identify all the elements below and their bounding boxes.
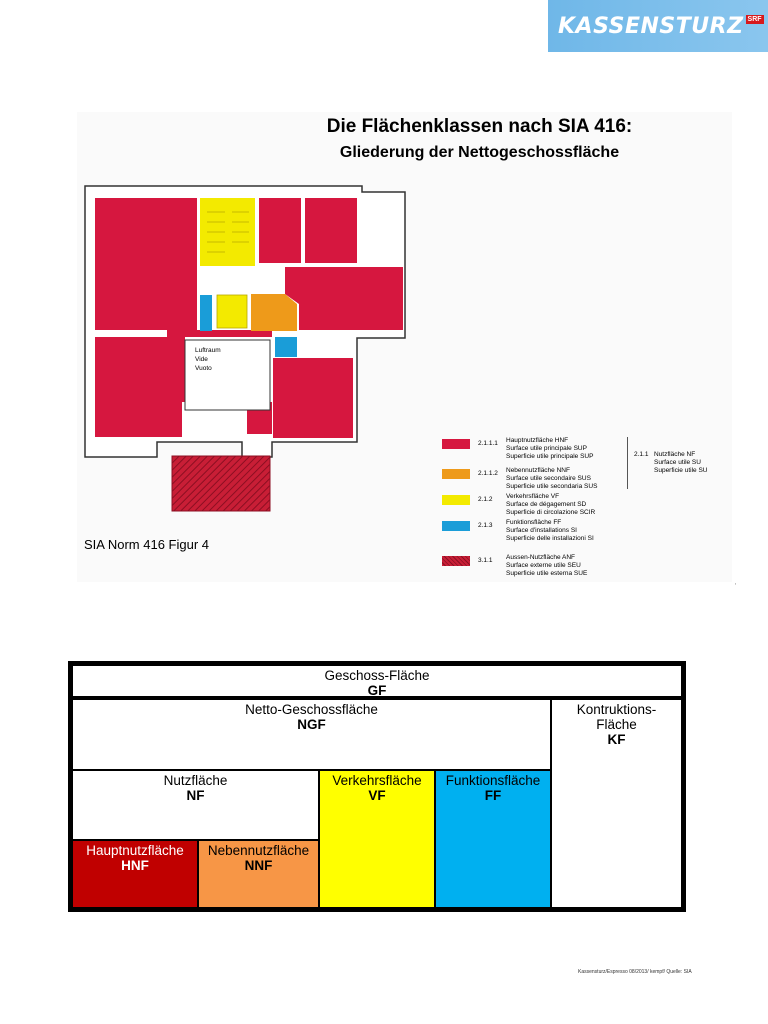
legend-swatch-anf	[442, 556, 470, 566]
source-note: Kassensturz/Espresso 08/2013/ kempf/ Quelle: SIA	[578, 969, 692, 975]
legend-group-label: Nutzfläche NF	[654, 451, 696, 458]
figure-caption: SIA Norm 416 Figur 4	[84, 537, 209, 552]
legend-code: 2.1.1.1	[478, 440, 498, 447]
ff-name: Funktionsfläche	[445, 773, 541, 788]
logo-text: KASSENSTURZ	[558, 13, 744, 39]
floor-plan	[77, 112, 437, 532]
legend-item-nnf	[442, 467, 597, 491]
room-hnf	[259, 198, 301, 263]
logo-badge: SRF	[747, 15, 762, 23]
box-hnf	[71, 839, 199, 909]
legend-label: Surface externe utile SEU	[506, 562, 581, 569]
sia-figure	[77, 112, 732, 582]
legend-group-label: Superficie utile SU	[654, 467, 708, 474]
legend-code: 2.1.3	[478, 522, 493, 529]
nnf-abbr: NNF	[244, 858, 273, 873]
legend-label: Surface utile principale SUP	[506, 445, 587, 452]
room-nnf	[251, 294, 297, 331]
void-label-2: Vide	[195, 356, 208, 363]
ff-abbr: FF	[484, 788, 502, 803]
legend-group-code: 2.1.1	[634, 451, 649, 458]
legend-label: Hauptnutzfläche HNF	[506, 437, 569, 444]
room-hnf	[273, 358, 353, 438]
area-diagram	[68, 661, 686, 912]
room-vf	[217, 295, 247, 328]
legend-group-label: Surface utile SU	[654, 459, 701, 466]
kf-abbr: KF	[607, 732, 626, 747]
ngf-abbr: NGF	[297, 717, 326, 732]
figure-subtitle: Gliederung der Nettogeschossfläche	[339, 144, 620, 161]
nf-name: Nutzfläche	[163, 773, 228, 788]
kassensturz-logo	[548, 0, 768, 52]
nf-abbr: NF	[186, 788, 205, 803]
legend-label: Superficie di circolazione SCIR	[506, 509, 596, 516]
box-vf	[318, 769, 436, 909]
legend-label: Superficie utile esterna SUE	[506, 570, 588, 577]
legend-item-anf	[442, 554, 587, 578]
box-kf	[550, 698, 683, 909]
kf-name-1: Kontruktions-	[576, 702, 657, 717]
legend-label: Superficie utile principale SUP	[506, 453, 594, 460]
box-ff	[434, 769, 552, 909]
legend-label: Surface d'installations SI	[506, 527, 577, 534]
box-nnf	[197, 839, 320, 909]
legend-item-hnf	[442, 437, 593, 461]
void-label-3: Vuoto	[195, 365, 212, 372]
legend-swatch-vf	[442, 495, 470, 505]
room-hnf	[285, 267, 403, 330]
hnf-abbr: HNF	[121, 858, 149, 873]
vf-name: Verkehrsfläche	[332, 773, 422, 788]
legend-label: Superficie utile secondaria SUS	[506, 483, 598, 490]
gf-name: Geschoss-Fläche	[324, 668, 430, 683]
legend-code: 3.1.1	[478, 557, 493, 564]
nnf-name: Nebennutzfläche	[207, 843, 310, 858]
hnf-name: Hauptnutzfläche	[86, 843, 184, 858]
box-nf	[71, 769, 320, 841]
legend-group-nf	[627, 437, 717, 489]
room-hnf	[172, 337, 185, 402]
box-gf	[71, 664, 683, 698]
figure-title: Die Flächenklassen nach SIA 416:	[326, 116, 633, 137]
void-label-1: Luftraum	[195, 347, 221, 354]
legend-swatch-nnf	[442, 469, 470, 479]
box-ngf	[71, 698, 552, 771]
tiny-mark: ‚	[735, 580, 737, 586]
room-ff	[275, 337, 297, 357]
kf-name-2: Fläche	[596, 717, 637, 732]
room-hnf	[95, 198, 197, 330]
legend-label: Aussen-Nutzfläche ANF	[506, 554, 576, 561]
legend-swatch-ff	[442, 521, 470, 531]
legend-label: Verkehrsfläche VF	[506, 493, 560, 500]
vf-abbr: VF	[368, 788, 386, 803]
legend-label: Surface de dégagement SD	[506, 501, 587, 508]
gf-abbr: GF	[367, 683, 387, 698]
legend-code: 2.1.1.2	[478, 470, 498, 477]
room-hnf	[167, 330, 272, 337]
ngf-name: Netto-Geschossfläche	[245, 702, 378, 717]
legend-label: Superficie delle installazioni SI	[506, 535, 594, 542]
legend-item-ff	[442, 519, 594, 543]
legend-code: 2.1.2	[478, 496, 493, 503]
room-anf	[172, 456, 270, 511]
room-ff	[200, 295, 212, 331]
legend-label: Surface utile secondaire SUS	[506, 475, 591, 482]
legend-item-vf	[442, 493, 595, 517]
room-hnf	[305, 198, 357, 263]
legend-label: Funktionsfläche FF	[506, 519, 562, 526]
legend-swatch-hnf	[442, 439, 470, 449]
legend-label: Nebennutzfläche NNF	[506, 467, 570, 474]
